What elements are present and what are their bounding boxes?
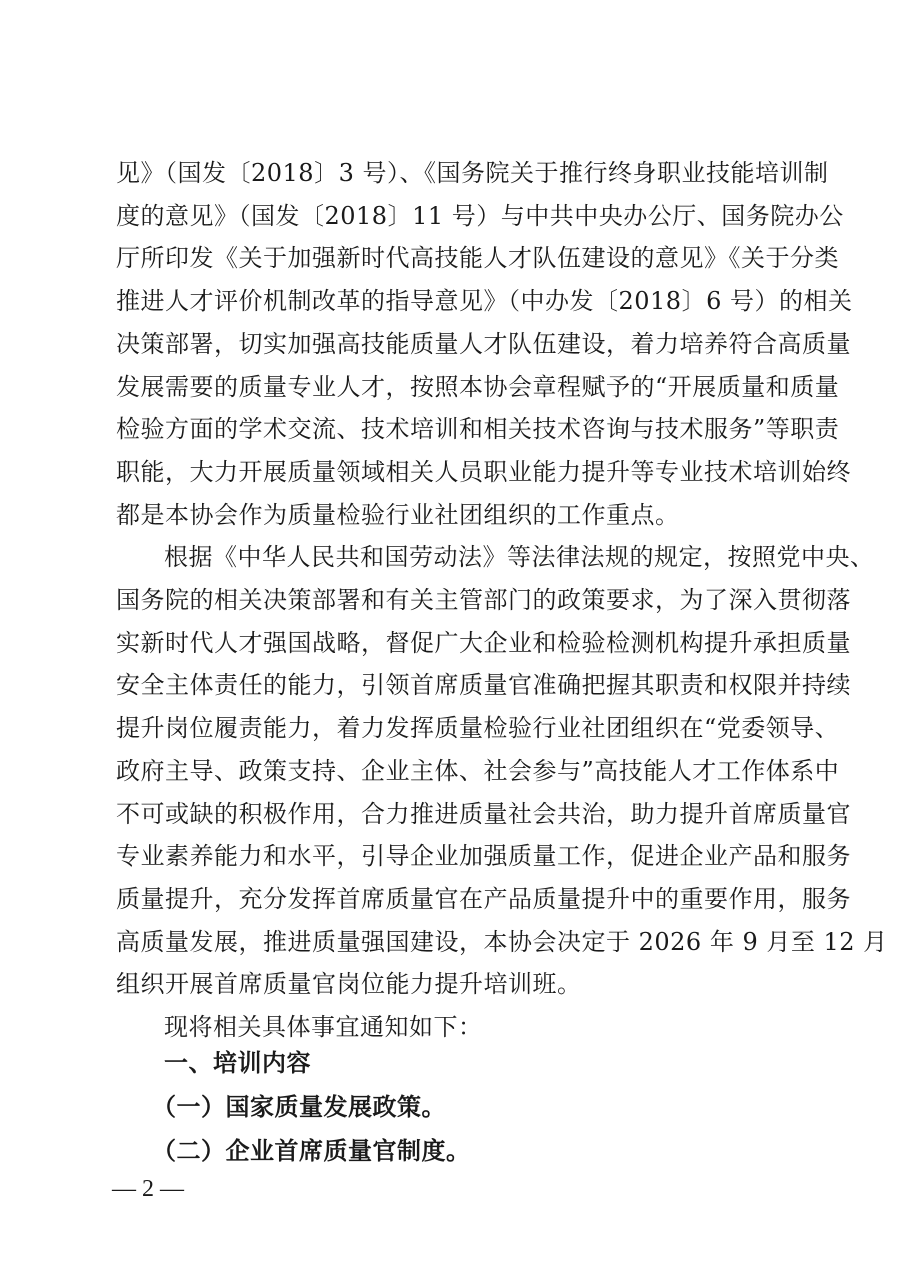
body-line: 推进人才评价机制改革的指导意见》（中办发〔2018〕6 号）的相关 <box>116 287 853 316</box>
body-line: 都是本协会作为质量检验行业社团组织的工作重点。 <box>116 500 680 529</box>
section-heading: 一、培训内容 <box>164 1049 311 1077</box>
body-line: 质量提升，充分发挥首席质量官在产品质量提升中的重要作用，服务 <box>116 884 851 913</box>
body-line: 组织开展首席质量官岗位能力提升培训班。 <box>116 970 582 999</box>
body-line: 国务院的相关决策部署和有关主管部门的政策要求，为了深入贯彻落 <box>116 586 851 614</box>
subheading: （一）国家质量发展政策。 <box>152 1093 446 1121</box>
body-line: 实新时代人才强国战略，督促广大企业和检验检测机构提升承担质量 <box>116 628 851 657</box>
body-line: 度的意见》（国发〔2018〕11 号）与中共中央办公厅、国务院办公 <box>116 201 844 230</box>
body-line: 现将相关具体事宜通知如下： <box>164 1013 483 1041</box>
body-line: 提升岗位履责能力，着力发挥质量检验行业社团组织在“党委领导、 <box>116 714 840 743</box>
body-line: 厅所印发《关于加强新时代高技能人才队伍建设的意见》《关于分类 <box>116 244 839 273</box>
body-line: 高质量发展，推进质量强国建设，本协会决定于 2026 年 9 月至 12 月 <box>116 927 888 956</box>
body-line: 政府主导、政策支持、企业主体、社会参与”高技能人才工作体系中 <box>116 756 840 785</box>
body-line: 检验方面的学术交流、技术培训和相关技术咨询与技术服务”等职责 <box>116 415 840 444</box>
body-line: 职能，大力开展质量领域相关人员职业能力提升等专业技术培训始终 <box>116 457 851 486</box>
body-line: 发展需要的质量专业人才，按照本协会章程赋予的“开展质量和质量 <box>116 372 840 401</box>
body-line: 不可或缺的积极作用，合力推进质量社会共治，助力提升首席质量官 <box>116 799 851 828</box>
body-line: 根据《中华人民共和国劳动法》等法律法规的规定，按照党中央、 <box>164 543 875 572</box>
body-line: 见》（国发〔2018〕3 号）、《国务院关于推行终身职业技能培训制 <box>116 159 829 187</box>
page-number: — 2 — <box>112 1176 184 1202</box>
subheading: （二）企业首席质量官制度。 <box>152 1137 471 1165</box>
body-line: 专业素养能力和水平，引导企业加强质量工作，促进企业产品和服务 <box>116 842 851 871</box>
body-line: 决策部署，切实加强高技能质量人才队伍建设，着力培养符合高质量 <box>116 329 851 358</box>
body-line: 安全主体责任的能力，引领首席质量官准确把握其职责和权限并持续 <box>116 671 851 700</box>
